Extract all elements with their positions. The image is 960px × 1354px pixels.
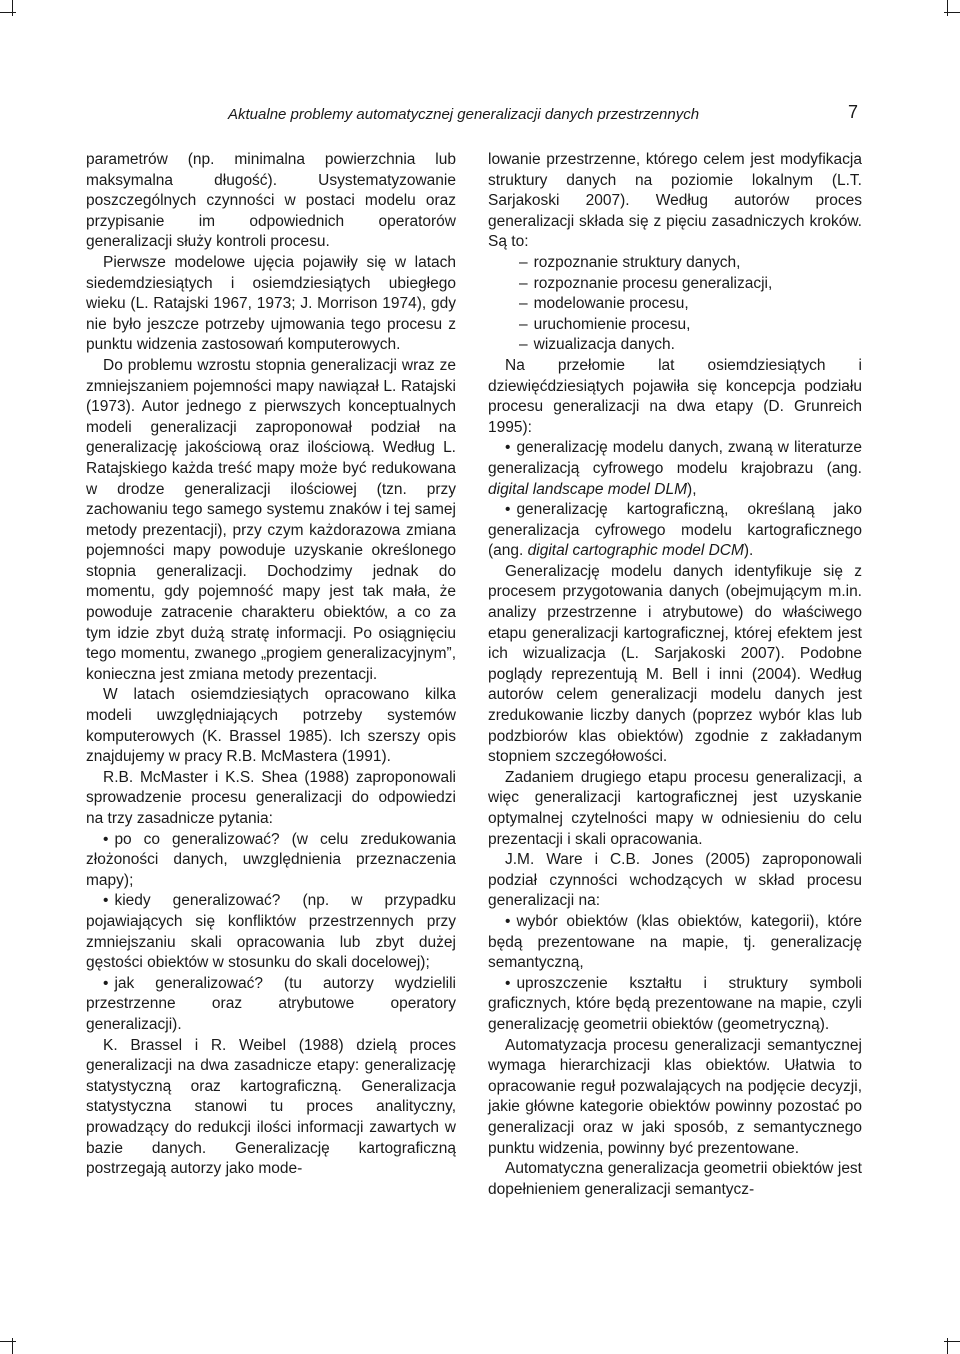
paragraph: Zadaniem drugiego etapu procesu generalizacji, a więc generalizacji kartograficznej jest uzyskanie optymalnej czytelności mapy w odniesieniu do celu prezentacji i skali opracowania. bbox=[488, 768, 862, 848]
bullet-item bbox=[488, 438, 862, 500]
bullet-item bbox=[488, 974, 862, 1036]
crop-mark bbox=[944, 1341, 960, 1342]
bullet-item bbox=[86, 974, 456, 1036]
paragraph: R.B. McMaster i K.S. Shea (1988) zaproponowali sprowadzenie procesu generalizacji do odpowiedzi na trzy zasadnicze pytania: bbox=[86, 768, 456, 827]
bullet-item bbox=[488, 500, 862, 562]
paragraph: Do problemu wzrostu stopnia generalizacji wraz ze zmniejszaniem pojemności mapy nawiązał L. Ratajski (1973). Autor jednego z pierwszych konceptualnych modeli generalizacji zaproponował podział na generalizację jakościową oraz ilościową. Według L. Ratajskiego każda treść mapy może być redukowana w drodze generalizacji ilościowej (tzn. przy zachowaniu tego samego systemu znaków i tej samej metody prezentacji), przy czym każdorazowa zmiana pojemności mapy powoduje uzyskanie określonego stopnia generalizacji. Dochodzimy jednak do momentu, gdy pojemność mapy jest tak mała, że powoduje zatracenie charakteru obiektów, a co za tym idzie zbyt dużą stratę informacji. Po osiągnięciu tego momentu, zwanego „progiem generalizacyjnym”, konieczna jest zmiana metody prezentacji. bbox=[86, 356, 456, 683]
bullet-text-end: ). bbox=[743, 542, 754, 560]
paragraph: Automatyczna generalizacja geometrii obiektów jest dopełnieniem generalizacji semantycz- bbox=[488, 1160, 862, 1198]
step-item: – rozpoznanie procesu generalizacji, bbox=[488, 274, 862, 295]
bullet-text: po co generalizować? (w celu zredukowania złożoności danych, uwzględnienia przeznaczenia mapy); bbox=[86, 830, 456, 889]
right-column bbox=[488, 150, 862, 1200]
page-number: 7 bbox=[848, 102, 859, 122]
bullet-text: kiedy generalizować? (np. w przypadku pojawiających się konfliktów przestrzennych przy zmniejszaniu skali opracowania lub zbyt dużej gęstości obiektów w stosunku do skali docelowej); bbox=[86, 892, 456, 972]
crop-mark bbox=[0, 12, 16, 13]
step-item: – rozpoznanie struktury danych, bbox=[488, 253, 862, 274]
crop-mark bbox=[944, 12, 960, 13]
bullet-text: uproszczenie kształtu i struktury symboli graficznych, które będą prezentowane na mapie, czyli generalizację geometrii obiektów (geometryczną). bbox=[488, 974, 862, 1033]
bullet-item bbox=[488, 912, 862, 974]
paragraph: Generalizację modelu danych identyfikuje się z procesem przygotowania danych (obejmującym m.in. analizy przestrzenne i atrybutowe) do właściwego etapu generalizacji kartograficznej, której efektem jest ich wizualizacja (L. Sarjakoski 2007). Podobne poglądy reprezentują M. Bell i inni (2004). Według autorów celem generalizacji modelu danych jest zredukowanie liczby danych (poprzez wybór klas lub podzbiorów klas obiektów) zgodnie z zakładanym stopniem szczegółowości. bbox=[488, 562, 862, 766]
paragraph: J.M. Ware i C.B. Jones (2005) zaproponowali podział czynności wchodzących w skład procesu generalizacji na: bbox=[488, 851, 862, 910]
bullet-text-end: ), bbox=[687, 480, 697, 498]
bullet-text: generalizację kartograficzną, określaną jako generalizacja cyfrowego modelu kartograficznego (ang. bbox=[488, 501, 862, 560]
bullet-item bbox=[86, 891, 456, 973]
crop-mark bbox=[947, 0, 948, 16]
crop-mark bbox=[12, 0, 13, 16]
paragraph: Pierwsze modelowe ujęcia pojawiły się w latach siedemdziesiątych i osiemdziesiątych ubiegłego wieku (L. Ratajski 1967, 1973; J. Morrison 1974), gdy nie było jeszcze potrzeby ujmowania tego procesu z punktu widzenia zastosowań komputerowych. bbox=[86, 253, 456, 354]
paragraph: lowanie przestrzenne, którego celem jest modyfikacja struktury danych na poziomie lokalnym (L.T. Sarjakoski 2007). Według autorów proces generalizacji składa się z pięciu zasadniczych kroków. Są to: bbox=[488, 151, 862, 251]
step-item: – uruchomienie procesu, bbox=[488, 315, 862, 336]
step-item: – wizualizacja danych. bbox=[488, 335, 862, 356]
running-title: Aktualne problemy automatycznej generalizacji danych przestrzennych bbox=[228, 106, 700, 123]
paragraph: Na przełomie lat osiemdziesiątych i dziewięćdziesiątych pojawiła się koncepcja podziału procesu generalizacji na dwa etapy (D. Grunreich 1995): bbox=[488, 356, 862, 436]
paragraph: parametrów (np. minimalna powierzchnia lub maksymalna długość). Usystematyzowanie poszczególnych czynności w postaci modelu oraz przypisanie im odpowiednich operatorów generalizacji służy kontroli procesu. bbox=[86, 151, 456, 251]
paragraph: K. Brassel i R. Weibel (1988) dzielą proces generalizacji na dwa zasadnicze etapy: generalizację statystyczną oraz kartograficzną. Generalizacja statystyczna stanowi tu proces analityczny, prowadzący do redukcji ilości informacji zawartych w bazie danych. Generalizację kartograficzną postrzegają autorzy jako mode- bbox=[86, 1036, 456, 1178]
bullet-text: generalizację modelu danych, zwaną w literaturze generalizacją cyfrowego modelu krajobrazu (ang. bbox=[488, 439, 862, 477]
paragraph: W latach osiemdziesiątych opracowano kilka modeli uwzględniających potrzeby systemów komputerowych (K. Brassel 1985). Ich szerszy opis znajdujemy w pracy R.B. McMastera (1991). bbox=[86, 686, 456, 766]
left-column bbox=[86, 150, 456, 1180]
bullet-text: jak generalizować? (tu autorzy wydzielili przestrzenne oraz atrybutowe operatory generalizacji). bbox=[86, 974, 456, 1033]
term-italic: digital cartographic model DCM bbox=[527, 542, 744, 560]
crop-mark bbox=[0, 1341, 16, 1342]
term-italic: digital landscape model DLM bbox=[488, 480, 688, 498]
step-item: – modelowanie procesu, bbox=[488, 294, 862, 315]
bullet-text: wybór obiektów (klas obiektów, kategorii), które będą prezentowane na mapie, tj. generalizację semantyczną, bbox=[488, 912, 862, 972]
bullet-item bbox=[86, 830, 456, 892]
paragraph: Automatyzacja procesu generalizacji semantycznej wymaga hierarchizacji klas obiektów. Ułatwia to opracowanie reguł pozwalających na podjęcie decyzji, jakie główne kategorie obiektów powinny pozostać po generalizacji oraz w jaki sposób, z semantycznego punktu widzenia, powinny być prezentowane. bbox=[488, 1036, 862, 1157]
